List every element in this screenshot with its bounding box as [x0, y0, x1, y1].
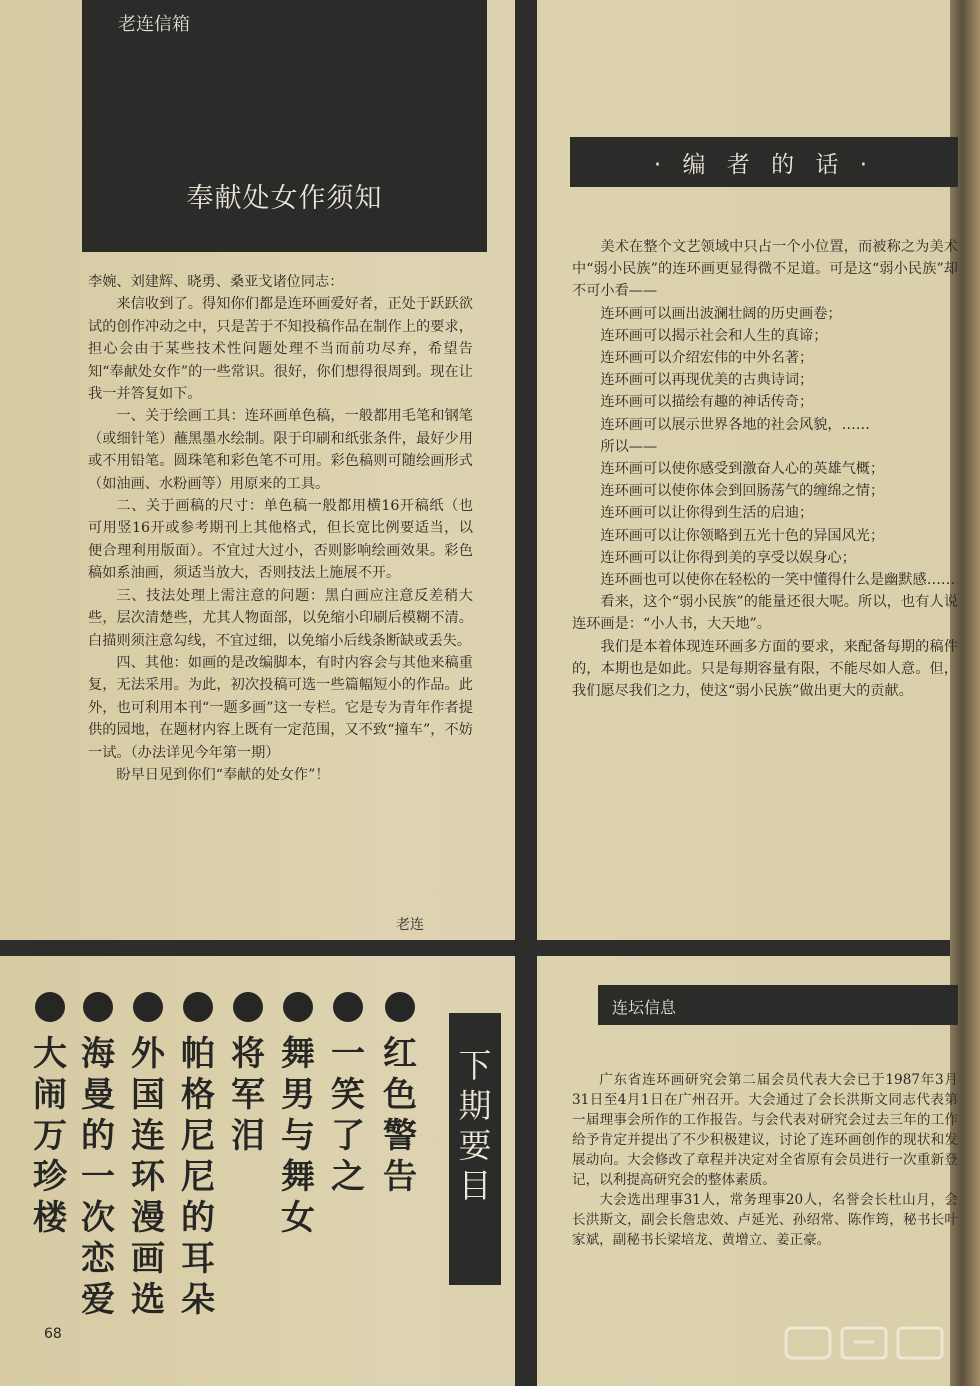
- letter-body: [88, 271, 473, 786]
- salutation: 李婉、刘建辉、晓勇、桑亚戈诸位同志：: [88, 274, 344, 290]
- bullet-dot: [385, 992, 415, 1022]
- row-divider: [0, 940, 980, 956]
- news-title: 连坛信息: [612, 998, 677, 1017]
- news-paragraph: 广东省连环画研究会第二届会员代表大会已于1987年3月31日至4月1日在广州召开。大会通过了会长洪斯文同志代表第一届理事会所作的工作报告。与会代表对研究会过去三年的工作给予肯定并提出了不少积极建议，讨论了连环画创作的现状和发展动向。大会修改了章程并决定对全省原有会员进行一次重新登记，以利提高研究会的整体素质。: [572, 1072, 958, 1188]
- bullet-dot: [83, 992, 113, 1022]
- next-issue-item-title: 舞 男 与 舞 女: [281, 1034, 315, 1238]
- watermark-logo-icon: [784, 1322, 954, 1364]
- next-issue-item-title: 将 军 泪: [231, 1034, 265, 1156]
- letter-paragraph: 四、其他：如画的是改编脚本，有时内容会与其他来稿重复，无法采用。为此，初次投稿可选一些篇幅短小的作品。此外，也可利用本刊“一题多画”这一专栏。它是专为青年作者提供的园地，在题材内容上既有一定范围，又不致“撞车”，不妨一试。（办法详见今年第一期）: [88, 654, 473, 761]
- editor-list-item: 连环画可以介绍宏伟的中外名著；: [600, 350, 814, 367]
- bullet-dot: [35, 992, 65, 1022]
- next-issue-item: [28, 992, 72, 1239]
- column-divider: [515, 0, 537, 1386]
- bullet-dot: [333, 992, 363, 1022]
- next-issue-item: [176, 992, 220, 1321]
- next-issue-item: [326, 992, 370, 1198]
- next-issue-item-title: 帕 格 尼 尼 的 耳 朵: [181, 1034, 215, 1320]
- bullet-dot: [183, 992, 213, 1022]
- next-issue-item: [276, 992, 320, 1239]
- bullet-dot: [283, 992, 313, 1022]
- next-issue-item: [76, 992, 120, 1321]
- editor-list-item: 连环画可以使你感受到激奋人心的英雄气概；: [600, 461, 885, 478]
- bullet-dot: [133, 992, 163, 1022]
- editor-list-item: 连环画可以揭示社会和人生的真谛；: [600, 327, 828, 344]
- editor-list-item: 连环画可以使你体会到回肠荡气的缠绵之情；: [600, 483, 885, 500]
- next-issue-item-title: 红 色 警 告: [383, 1034, 417, 1197]
- letter-closing: 盼早日见到你们“奉献的处女作”！: [116, 766, 330, 783]
- column-name: 老连信箱: [118, 14, 190, 35]
- news-body: [572, 1070, 958, 1310]
- editor-so: 所以——: [600, 438, 658, 455]
- letter-paragraph: 二、关于画稿的尺寸：单色稿一般都用横16开稿纸（也可用竖16开或参考期刊上其他格式，但长宽比例要适当，以便合理利用版面）。不宜过大过小，否则影响绘画效果。彩色稿如系油画，须适当放大，否则技法上施展不开。: [88, 498, 473, 582]
- news-paragraph: 大会选出理事31人，常务理事20人，名誉会长杜山月，会长洪斯文，副会长詹忠效、卢延光、孙绍常、陈作筠，秘书长叶家斌，副秘书长梁培龙、黄增立、姜正豪。: [572, 1192, 958, 1248]
- letter-paragraph: 来信收到了。得知你们都是连环画爱好者，正处于跃跃欲试的创作冲动之中，只是苦于不知投稿作品在制作上的要求，担心会由于某些技术性问题处理不当而前功尽弃，希望告知“奉献处女作”的一些常识。很好，你们想得很周到。现在让我一并答复如下。: [88, 296, 473, 403]
- editor-intro: 美术在整个文艺领域中只占一个小位置，而被称之为美术中“弱小民族”的连环画更显得微不足道。可是这“弱小民族”却不可小看——: [572, 239, 958, 300]
- next-issue-item: [226, 992, 270, 1157]
- editor-list-item: 连环画可以描绘有趣的神话传奇；: [600, 394, 814, 411]
- bullet-dot: [233, 992, 263, 1022]
- next-issue-item: [378, 992, 422, 1198]
- letter-title: 奉献处女作须知: [186, 183, 383, 214]
- page-number: 68: [44, 1326, 62, 1342]
- editor-body: [572, 236, 958, 702]
- editor-paragraph: 我们是本着体现连环画多方面的要求，来配备每期的稿件的，本期也是如此。只是每期容量有限，不能尽如人意。但，我们愿尽我们之力，使这“弱小民族”做出更大的贡献。: [572, 638, 958, 700]
- editor-list-item: 连环画可以展示世界各地的社会风貌，……: [600, 416, 870, 433]
- next-issue-title: [449, 1046, 501, 1206]
- letter-signature: 老连: [396, 917, 424, 933]
- editor-list-item: 连环画可以再现优美的古典诗词；: [600, 372, 814, 389]
- letter-paragraph: 一、关于绘画工具：连环画单色稿，一般都用毛笔和钢笔（或细针笔）蘸黑墨水绘制。限于印刷和纸张条件，最好少用或不用铅笔。圆珠笔和彩色笔不可用。彩色稿则可随绘画形式（如油画、水粉画等）用原来的工具。: [88, 408, 473, 492]
- editor-list-item: 连环画也可以使你在轻松的一笑中懂得什么是幽默感……: [600, 572, 956, 589]
- editor-list-item: 连环画可以让你领略到五光十色的异国风光；: [600, 527, 885, 544]
- letter-paragraph: 三、技法处理上需注意的问题：黑白画应注意反差稍大些，层次清楚些，尤其人物面部，以免缩小印刷后模糊不清。白描则须注意勾线，不宜过细，以免缩小后线条断缺或丢失。: [88, 587, 473, 649]
- next-issue-title-text: 下 期 要 目: [458, 1046, 492, 1205]
- editor-paragraph: 看来，这个“弱小民族”的能量还很大呢。所以，也有人说连环画是：“小人书，大天地”。: [572, 594, 958, 633]
- next-issue-item-title: 一 笑 了 之: [331, 1034, 365, 1197]
- editor-list-item: 连环画可以画出波澜壮阔的历史画卷；: [600, 305, 842, 322]
- editor-list-item: 连环画可以让你得到生活的启迪；: [600, 505, 814, 522]
- next-issue-item-title: 海 曼 的 一 次 恋 爱: [81, 1034, 115, 1320]
- editor-title: · 编 者 的 话 ·: [653, 152, 875, 178]
- editor-list-item: 连环画可以让你得到美的享受以娱身心；: [600, 549, 856, 566]
- next-issue-item-title: 大 闹 万 珍 楼: [33, 1034, 67, 1238]
- next-issue-item-title: 外 国 连 环 漫 画 选: [131, 1034, 165, 1320]
- next-issue-item: [126, 992, 170, 1321]
